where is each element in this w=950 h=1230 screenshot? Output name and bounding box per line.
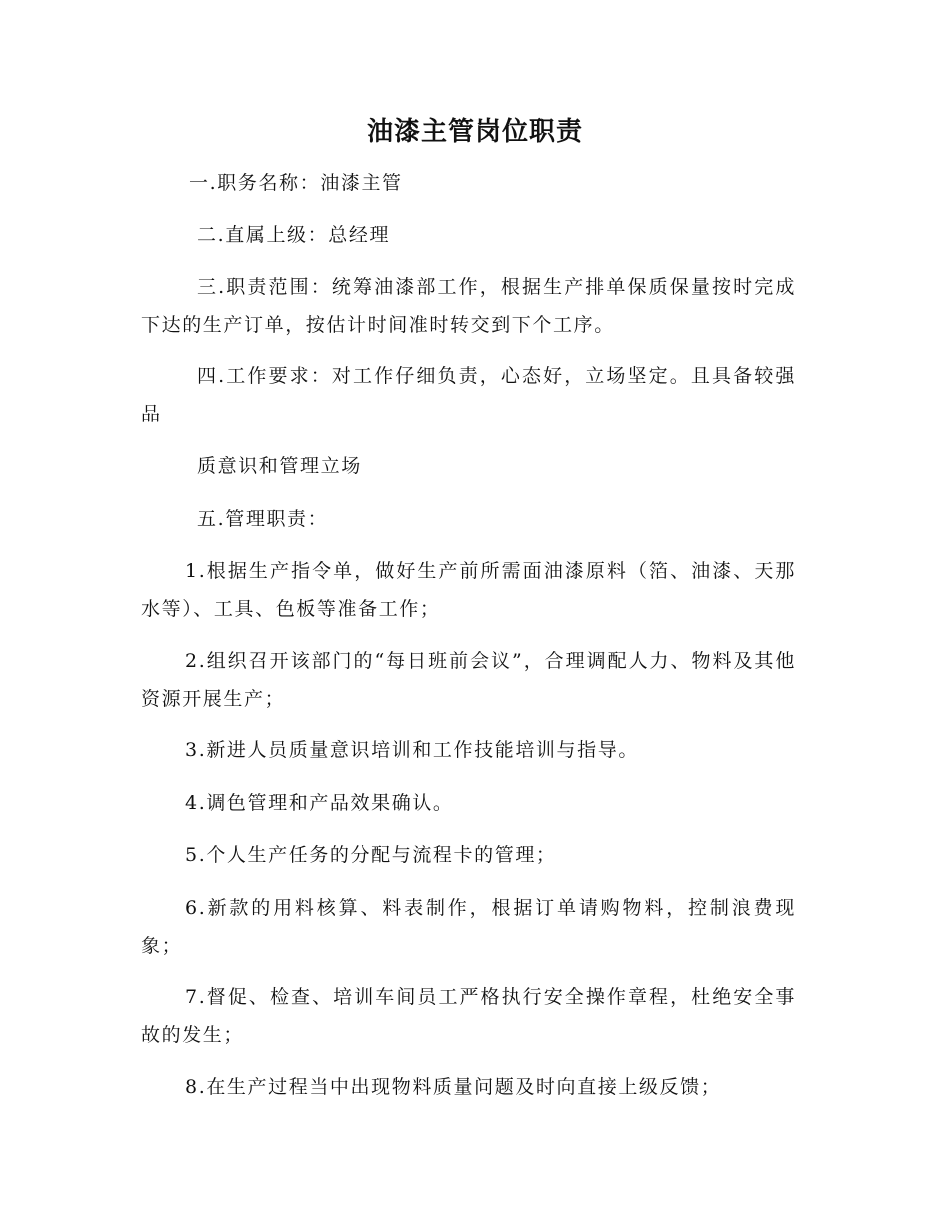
duty-item-3: 3.新进人员质量意识培训和工作技能培训与指导。 [185, 739, 639, 761]
duty-item-8: 8.在生产过程当中出现物料质量问题及时向直接上级反馈； [185, 1076, 722, 1098]
duty-item-7: 7.督促、检查、培训车间员工严格执行安全操作章程，杜绝安全事故的发生； [141, 986, 796, 1046]
document-title: 油漆主管岗位职责 [366, 117, 583, 147]
duty-item-2: 2.组织召开该部门的“每日班前会议”，合理调配人力、物料及其他资源开展生产； [141, 650, 796, 710]
duty-item-5: 5.个人生产任务的分配与流程卡的管理； [185, 844, 557, 866]
paragraph-job-title: 一.职务名称：油漆主管 [189, 172, 403, 194]
paragraph-management-duties: 五.管理职责： [197, 508, 329, 530]
duty-item-6: 6.新款的用料核算、料表制作，根据订单请购物料，控制浪费现象； [141, 897, 796, 957]
paragraph-superior: 二.直属上级：总经理 [197, 224, 391, 246]
paragraph-scope: 三.职责范围：统筹油漆部工作，根据生产排单保质保量按时完成下达的生产订单，按估计时间准时转交到下个工序。 [141, 276, 796, 336]
paragraph-requirements: 四.工作要求：对工作仔细负责，心态好，立场坚定。且具备较强品 [141, 365, 796, 425]
duty-item-4: 4.调色管理和产品效果确认。 [185, 792, 454, 814]
duty-item-1: 1.根据生产指令单，做好生产前所需面油漆原料（箔、油漆、天那水等）、工具、色板等准备工作； [141, 560, 796, 620]
paragraph-requirements-continued: 质意识和管理立场 [197, 455, 362, 477]
